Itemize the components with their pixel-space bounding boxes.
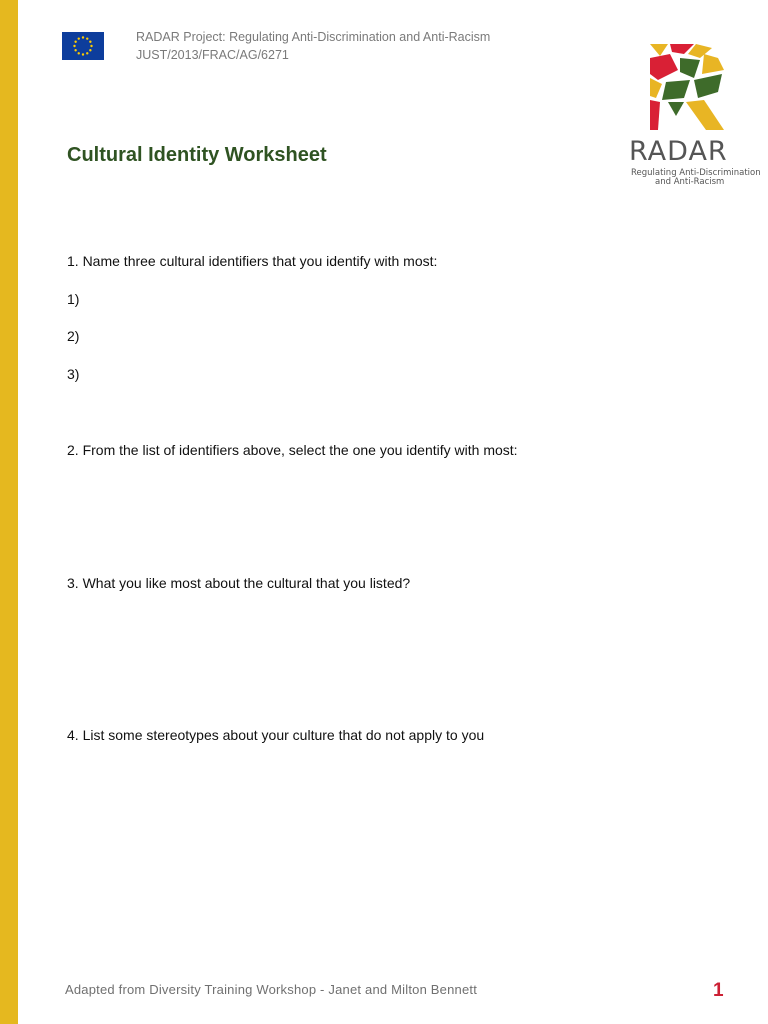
- question-2: 2. From the list of identifiers above, select the one you identify with most:: [67, 442, 518, 458]
- project-code: JUST/2013/FRAC/AG/6271: [136, 48, 289, 62]
- logo-shard-8: [662, 80, 690, 100]
- eu-star: [78, 37, 80, 39]
- side-accent-bar: [0, 0, 18, 1024]
- eu-star: [82, 53, 84, 55]
- answer-line-1: 1): [67, 291, 80, 307]
- question-3: 3. What you like most about the cultural that you listed?: [67, 575, 411, 591]
- eu-star: [89, 41, 91, 43]
- footer-credit: Adapted from Diversity Training Workshop - Janet and Milton Bennett: [65, 982, 478, 997]
- eu-flag-field: [62, 32, 104, 60]
- eu-star: [89, 49, 91, 51]
- logo-shard-9: [694, 74, 722, 98]
- eu-flag-icon: [62, 32, 104, 60]
- logo-shard-10: [650, 100, 660, 130]
- answer-line-2: 2): [67, 328, 80, 344]
- project-name: RADAR Project: Regulating Anti-Discrimination and Anti-Racism: [136, 30, 491, 44]
- logo-tagline-1: Regulating Anti-Discrimination: [631, 168, 761, 178]
- logo-tagline-2: and Anti-Racism: [655, 177, 725, 187]
- logo-shard-1: [650, 44, 668, 56]
- question-4: 4. List some stereotypes about your culture that do not apply to you: [67, 727, 485, 743]
- answer-line-3: 3): [67, 366, 80, 382]
- eu-star: [86, 52, 88, 54]
- question-1: 1. Name three cultural identifiers that you identify with most:: [67, 253, 438, 269]
- logo-wordmark: RADAR: [629, 136, 728, 167]
- page-number: 1: [713, 980, 724, 1001]
- page-title: Cultural Identity Worksheet: [67, 144, 327, 166]
- eu-star: [82, 36, 84, 38]
- logo-shard-12: [686, 100, 724, 130]
- eu-star: [74, 49, 76, 51]
- logo-shard-4: [650, 54, 678, 80]
- logo-shard-7: [650, 78, 662, 98]
- eu-star: [74, 41, 76, 43]
- logo-shard-5: [680, 58, 700, 78]
- eu-star: [86, 37, 88, 39]
- logo-shard-11: [668, 102, 684, 116]
- logo-shard-6: [702, 54, 724, 74]
- eu-star: [78, 52, 80, 54]
- eu-star: [73, 45, 75, 47]
- eu-star: [90, 45, 92, 47]
